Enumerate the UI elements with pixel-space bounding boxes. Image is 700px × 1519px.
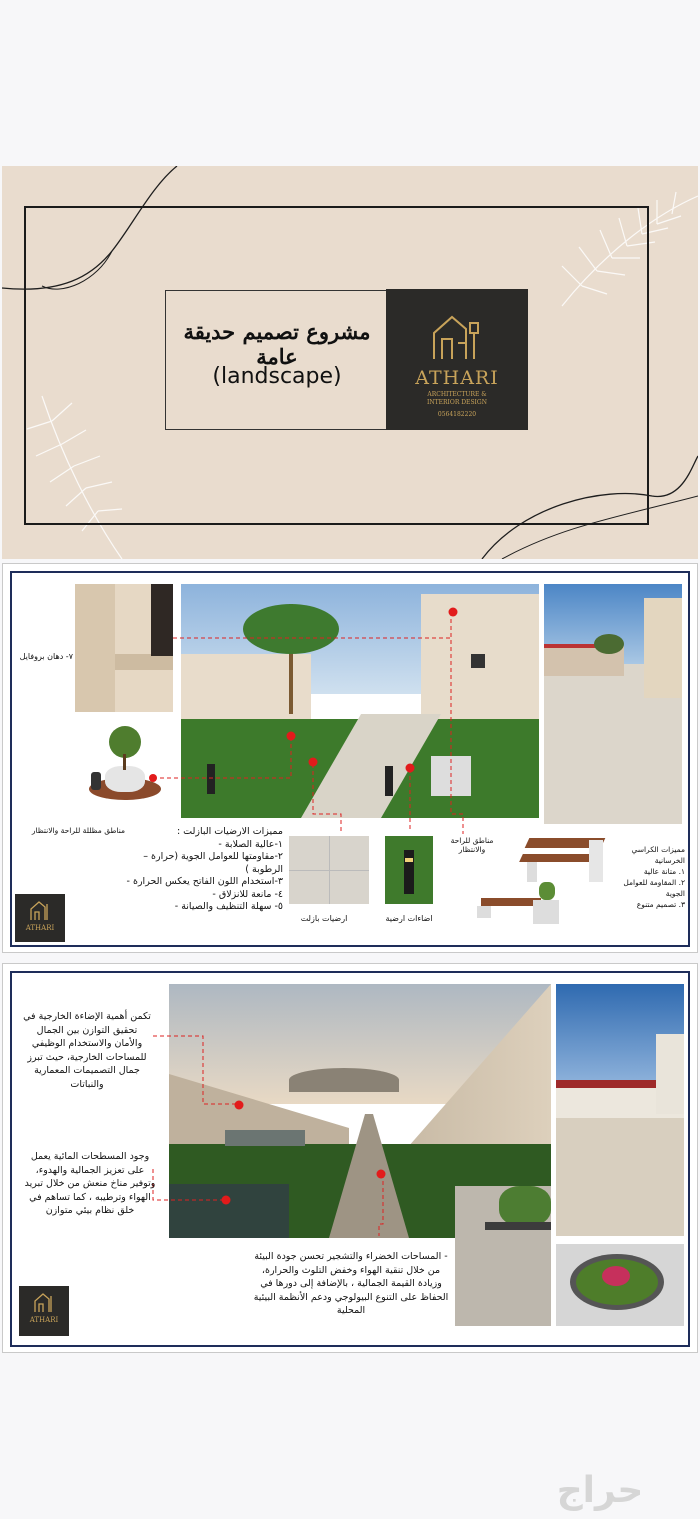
brand-logo-box: [386, 289, 528, 430]
wood-bench-image: [521, 834, 607, 886]
paint-label: ٧- دهان بروفايل: [19, 652, 73, 661]
flooring-point-3: الرطوبة ): [245, 863, 283, 875]
chairs-features: [609, 844, 685, 910]
shaded-areas-label: مناطق مظللة للراحة والانتظار: [31, 826, 125, 835]
title-box: [165, 290, 387, 430]
slide-logo: [19, 1286, 69, 1336]
watermark-logo: حراج: [556, 1470, 644, 1511]
brand-name: ATHARI: [415, 367, 499, 389]
flooring-point-5: ٤- مانعة للانزلاق -: [212, 888, 283, 900]
flooring-point-1: ١-عالية الصلابة -: [218, 838, 283, 850]
slide-logo-text: ATHARI: [29, 1316, 59, 1324]
project-subtitle: (landscape): [212, 364, 342, 389]
slide-logo: [15, 894, 65, 942]
house-logo-icon: [29, 900, 51, 922]
flooring-point-6: ٥- سهلة التنظيف والصيانة -: [174, 901, 283, 912]
ground-lights-photo: [385, 836, 433, 904]
flooring-heading: مميزات الارضيات البازلت :: [176, 826, 283, 837]
chairs-point-2: ٢. المقاومة للعوامل الجوية: [623, 878, 685, 898]
brand-tagline-1: ARCHITECTURE &: [427, 391, 487, 398]
chairs-heading: مميزات الكراسي الخرسانية: [631, 845, 685, 865]
water-features-text: وجود المسطحات المائية يعمل على تعزيز الجمالية والهدوء، وتوفير مناخ منعش من خلال تبريد الهواء وترطيبه ، كما تساهم في خلق نظام بيئي متوازن: [24, 1151, 156, 1216]
brand-tagline-2: INTERIOR DESIGN: [427, 399, 487, 406]
project-title: مشروع تصميم حديقة عامة: [183, 319, 371, 369]
flooring-features: [123, 826, 283, 914]
cover-slide: [2, 166, 698, 559]
green-spaces-text: - المساحات الخضراء والتشجير تحسن جودة البيئة من خلال تنقية الهواء وخفض التلوث والحرارة، وزيادة القيمة الجمالية ، بالإضافة إلى دورها في الحفاظ على التنوع البيولوجي ودعم الأنظمة البيئية المحلية: [253, 1251, 449, 1316]
tiles-caption: ارضيات بازلت: [300, 914, 348, 923]
planter-bench-image: [473, 880, 563, 928]
brand-phone: 0564182220: [437, 411, 477, 418]
house-logo-icon: [33, 1292, 55, 1314]
chairs-point-1: ١. متانة عالية: [643, 867, 685, 876]
house-logo-icon: [430, 313, 482, 361]
chairs-point-3: ٣. تصميم متنوع: [636, 900, 685, 909]
rest-areas-caption: مناطق للراحة والانتظار: [450, 836, 494, 854]
flooring-point-4: ٣-استخدام اللون الفاتح يعكس الحرارة -: [126, 876, 283, 887]
features-slide: [2, 563, 698, 953]
basalt-tiles-photo: [289, 836, 369, 904]
flooring-point-2: ٢-مقاومتها للعوامل الجوية (حرارة –: [143, 851, 283, 862]
lighting-importance-text: تكمن أهمية الإضاءة الخارجية في تحقيق التوازن بين الجمال والأمان والاستخدام الوظيفي للمساحات الخارجية، حيث تبرز جمال التصميمات المعمارية والنباتات: [23, 1011, 151, 1090]
slide-logo-text: ATHARI: [25, 924, 55, 932]
benefits-slide: [2, 963, 698, 1353]
lights-caption: اضاءات ارضية: [385, 914, 433, 923]
